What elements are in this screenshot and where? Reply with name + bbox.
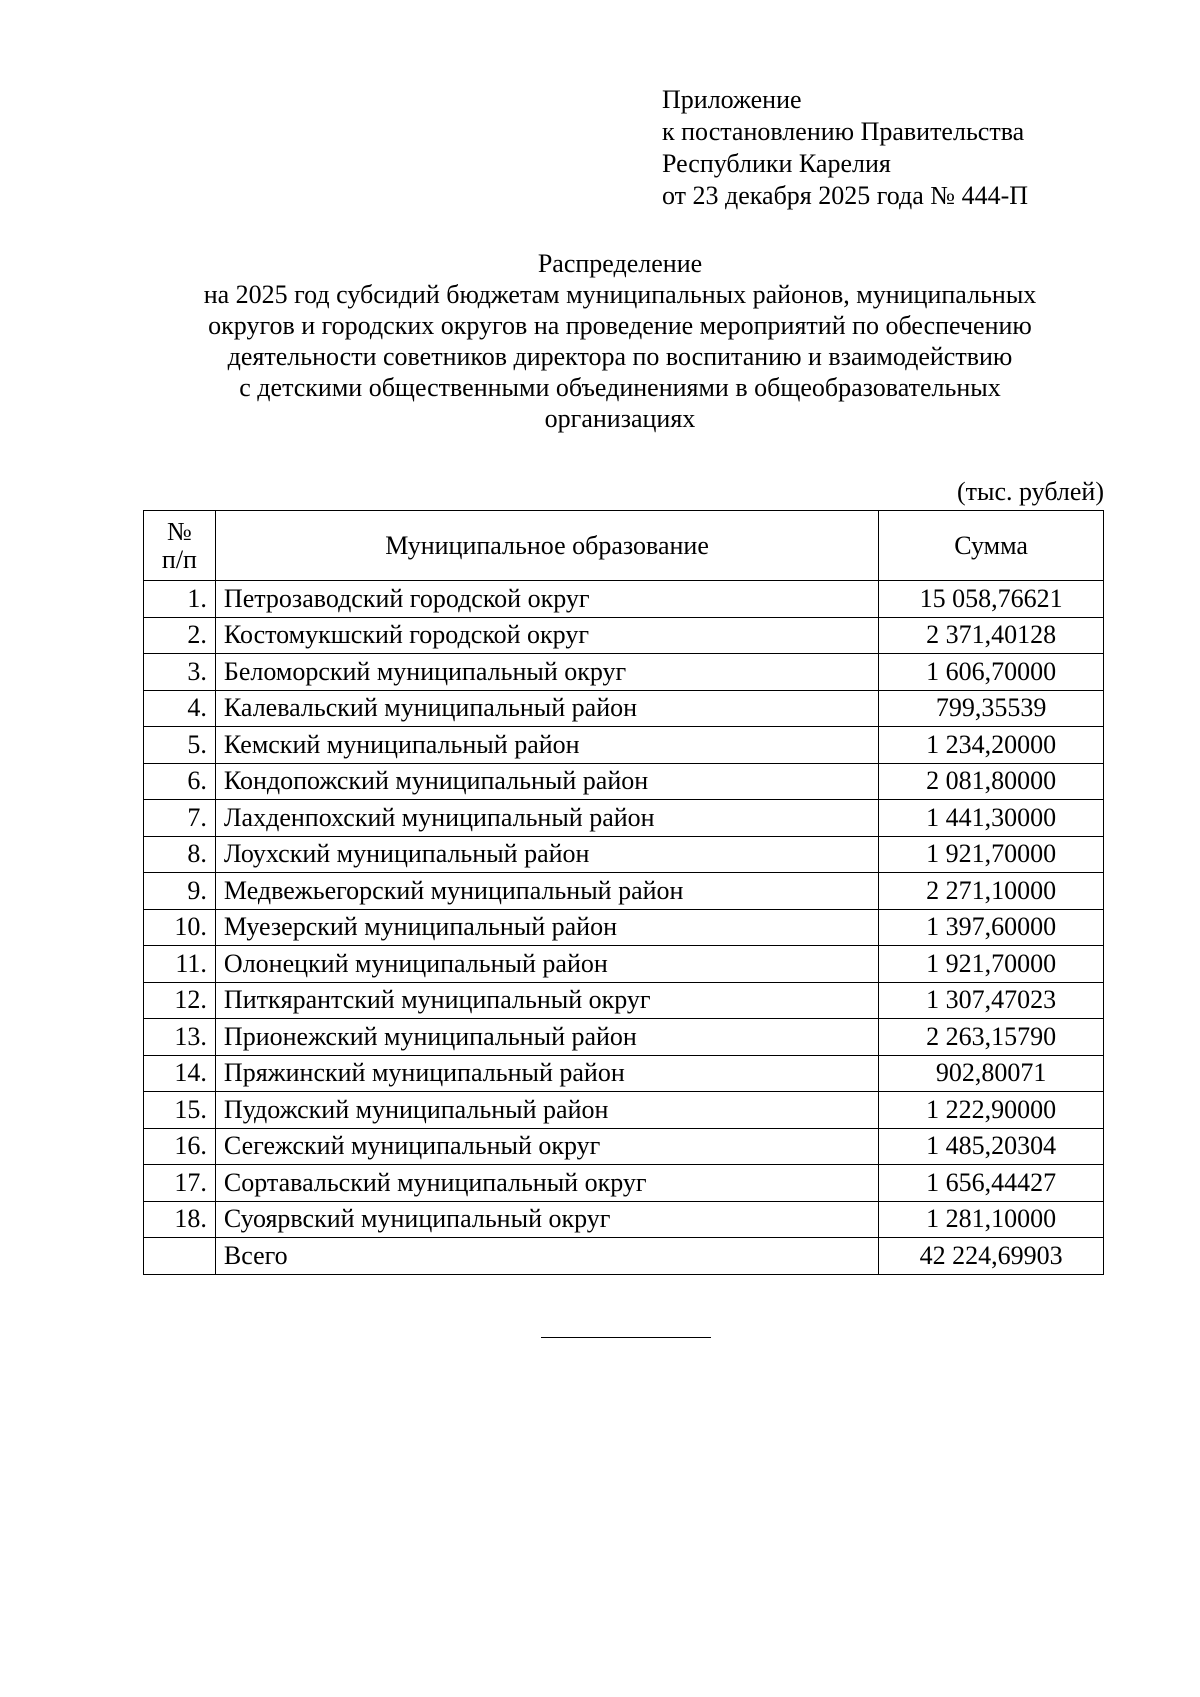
- row-number: 18.: [144, 1201, 216, 1238]
- distribution-table: [143, 510, 1104, 1275]
- row-sum: 1 222,90000: [879, 1092, 1104, 1129]
- table-row: [144, 617, 1104, 654]
- row-sum: 1 234,20000: [879, 727, 1104, 764]
- table-row: [144, 836, 1104, 873]
- row-number: 15.: [144, 1092, 216, 1129]
- row-sum: 1 281,10000: [879, 1201, 1104, 1238]
- row-municipality: Питкярантский муниципальный округ: [215, 982, 878, 1019]
- title-line: на 2025 год субсидий бюджетам муниципальных районов, муниципальных: [203, 280, 1037, 309]
- header-municipality: Муниципальное образование: [215, 511, 878, 581]
- table-body: [144, 581, 1104, 1275]
- units-label: (тыс. рублей): [956, 477, 1104, 506]
- table-row: [144, 690, 1104, 727]
- document-title: [140, 248, 1100, 434]
- row-municipality: Пряжинский муниципальный район: [215, 1055, 878, 1092]
- row-sum: 1 606,70000: [879, 654, 1104, 691]
- title-line: организациях: [544, 404, 696, 433]
- row-sum: 2 081,80000: [879, 763, 1104, 800]
- row-number: 12.: [144, 982, 216, 1019]
- row-number: 3.: [144, 654, 216, 691]
- row-number: 1.: [144, 581, 216, 618]
- header-number: [144, 511, 216, 581]
- row-sum: 2 371,40128: [879, 617, 1104, 654]
- row-municipality: Прионежский муниципальный район: [215, 1019, 878, 1056]
- table-row: [144, 1055, 1104, 1092]
- title-line: деятельности советников директора по воспитанию и взаимодействию: [227, 342, 1013, 371]
- table-header-row: [144, 511, 1104, 581]
- row-sum: 15 058,76621: [879, 581, 1104, 618]
- row-sum: 1 656,44427: [879, 1165, 1104, 1202]
- table-row: [144, 909, 1104, 946]
- row-number: 11.: [144, 946, 216, 983]
- table-row: [144, 727, 1104, 764]
- table-row: [144, 1092, 1104, 1129]
- row-sum: 1 485,20304: [879, 1128, 1104, 1165]
- appendix-line: Республики Карелия: [662, 149, 891, 178]
- header-sum: Сумма: [879, 511, 1104, 581]
- table-row: [144, 873, 1104, 910]
- title-line: округов и городских округов на проведение мероприятий по обеспечению: [208, 311, 1032, 340]
- table-row: [144, 1128, 1104, 1165]
- row-municipality: Сортавальский муниципальный округ: [215, 1165, 878, 1202]
- row-sum: 1 441,30000: [879, 800, 1104, 837]
- row-number: 14.: [144, 1055, 216, 1092]
- total-number-empty: [144, 1238, 216, 1275]
- total-label: Всего: [215, 1238, 878, 1275]
- row-sum: 902,80071: [879, 1055, 1104, 1092]
- row-number: 17.: [144, 1165, 216, 1202]
- row-number: 9.: [144, 873, 216, 910]
- table-row: [144, 1201, 1104, 1238]
- table-row: [144, 982, 1104, 1019]
- row-municipality: Олонецкий муниципальный район: [215, 946, 878, 983]
- row-number: 8.: [144, 836, 216, 873]
- row-number: 7.: [144, 800, 216, 837]
- row-municipality: Суоярвский муниципальный округ: [215, 1201, 878, 1238]
- row-sum: 2 263,15790: [879, 1019, 1104, 1056]
- end-divider: [541, 1337, 711, 1338]
- row-municipality: Петрозаводский городской округ: [215, 581, 878, 618]
- header-number-line1: №: [167, 516, 192, 546]
- total-row: [144, 1238, 1104, 1275]
- appendix-line: Приложение: [662, 85, 802, 114]
- appendix-line: от 23 декабря 2025 года № 444-П: [662, 181, 1029, 210]
- row-municipality: Пудожский муниципальный район: [215, 1092, 878, 1129]
- table-row: [144, 1165, 1104, 1202]
- row-sum: 1 921,70000: [879, 946, 1104, 983]
- row-municipality: Кондопожский муниципальный район: [215, 763, 878, 800]
- appendix-block: [662, 84, 1028, 212]
- row-municipality: Сегежский муниципальный округ: [215, 1128, 878, 1165]
- row-sum: 799,35539: [879, 690, 1104, 727]
- table-row: [144, 946, 1104, 983]
- table-row: [144, 763, 1104, 800]
- header-number-line2: п/п: [161, 544, 197, 574]
- row-municipality: Муезерский муниципальный район: [215, 909, 878, 946]
- row-number: 10.: [144, 909, 216, 946]
- row-number: 16.: [144, 1128, 216, 1165]
- table-row: [144, 1019, 1104, 1056]
- row-sum: 1 307,47023: [879, 982, 1104, 1019]
- row-municipality: Лахденпохский муниципальный район: [215, 800, 878, 837]
- row-municipality: Кемский муниципальный район: [215, 727, 878, 764]
- row-number: 5.: [144, 727, 216, 764]
- row-sum: 1 397,60000: [879, 909, 1104, 946]
- total-sum: 42 224,69903: [879, 1238, 1104, 1275]
- table-row: [144, 800, 1104, 837]
- row-number: 2.: [144, 617, 216, 654]
- row-number: 6.: [144, 763, 216, 800]
- table-row: [144, 654, 1104, 691]
- row-municipality: Костомукшский городской округ: [215, 617, 878, 654]
- row-number: 13.: [144, 1019, 216, 1056]
- row-municipality: Медвежьегорский муниципальный район: [215, 873, 878, 910]
- row-municipality: Лоухский муниципальный район: [215, 836, 878, 873]
- row-sum: 1 921,70000: [879, 836, 1104, 873]
- row-sum: 2 271,10000: [879, 873, 1104, 910]
- title-line: с детскими общественными объединениями в общеобразовательных: [239, 373, 1001, 402]
- table-row: [144, 581, 1104, 618]
- row-municipality: Калевальский муниципальный район: [215, 690, 878, 727]
- row-municipality: Беломорский муниципальный округ: [215, 654, 878, 691]
- title-line: Распределение: [537, 249, 703, 278]
- appendix-line: к постановлению Правительства: [662, 117, 1025, 146]
- row-number: 4.: [144, 690, 216, 727]
